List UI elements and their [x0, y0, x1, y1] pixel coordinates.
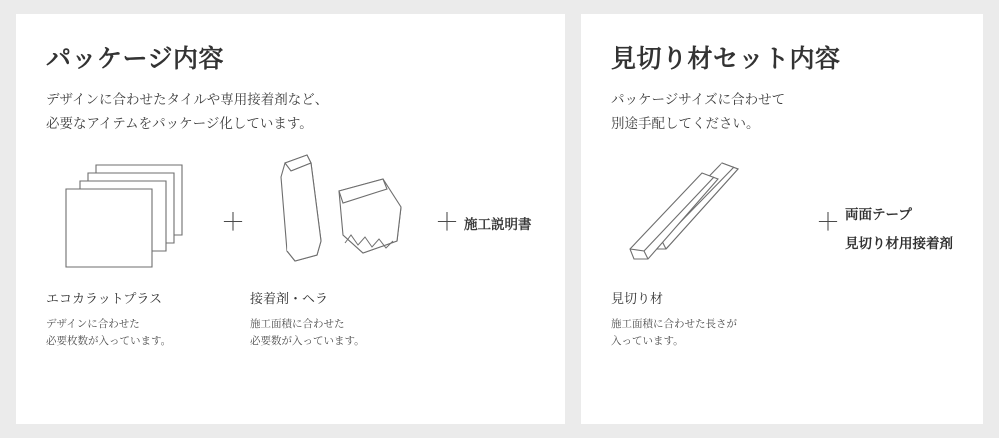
item-subtext: 施工面積に合わせた 必要数が入っています。 — [250, 317, 365, 347]
item-subtext: 施工面積に合わせた長さが 入っています。 — [611, 317, 737, 347]
item-subtext: デザインに合わせた 必要枚数が入っています。 — [46, 317, 172, 347]
item-trim-material — [611, 149, 811, 349]
left-panel-description — [46, 88, 535, 135]
left-desc-line-1: デザインに合わせたタイルや専用接着剤など、 — [46, 92, 329, 107]
plus-symbol-3: ＋ — [816, 209, 840, 237]
stacked-tiles-icon — [46, 149, 216, 279]
left-desc-line-2: 必要なアイテムをパッケージ化しています。 — [46, 115, 313, 131]
right-desc-line-2: 別途手配してください。 — [611, 115, 760, 131]
item-installation-manual — [464, 149, 532, 233]
package-contents-panel — [16, 14, 565, 424]
trim-accessories-labels — [845, 149, 953, 258]
adhesive-tube-and-trowel-icon — [250, 149, 430, 279]
installation-manual-label: 施工説明書 — [464, 217, 532, 233]
item-caption: エコカラットプラス — [46, 291, 162, 307]
plus-symbol-1: ＋ — [221, 209, 245, 237]
right-panel-title: 見切り材セット内容 — [611, 45, 841, 73]
double-sided-tape-label: 両面テープ — [845, 207, 912, 223]
right-desc-line-1: パッケージサイズに合わせて — [611, 92, 786, 107]
item-ecocarat-plus — [46, 149, 216, 349]
item-caption: 見切り材 — [611, 291, 664, 307]
right-items-row — [611, 149, 953, 349]
right-panel-description — [611, 88, 953, 135]
trim-bars-icon — [611, 149, 811, 279]
left-items-row — [46, 149, 535, 349]
page-title: パッケージ内容 — [46, 45, 225, 73]
trim-adhesive-label: 見切り材用接着剤 — [845, 235, 953, 251]
plus-symbol-2: ＋ — [435, 209, 459, 237]
item-adhesive-trowel — [250, 149, 430, 349]
item-caption: 接着剤・ヘラ — [250, 291, 329, 307]
trim-set-contents-panel — [581, 14, 983, 424]
